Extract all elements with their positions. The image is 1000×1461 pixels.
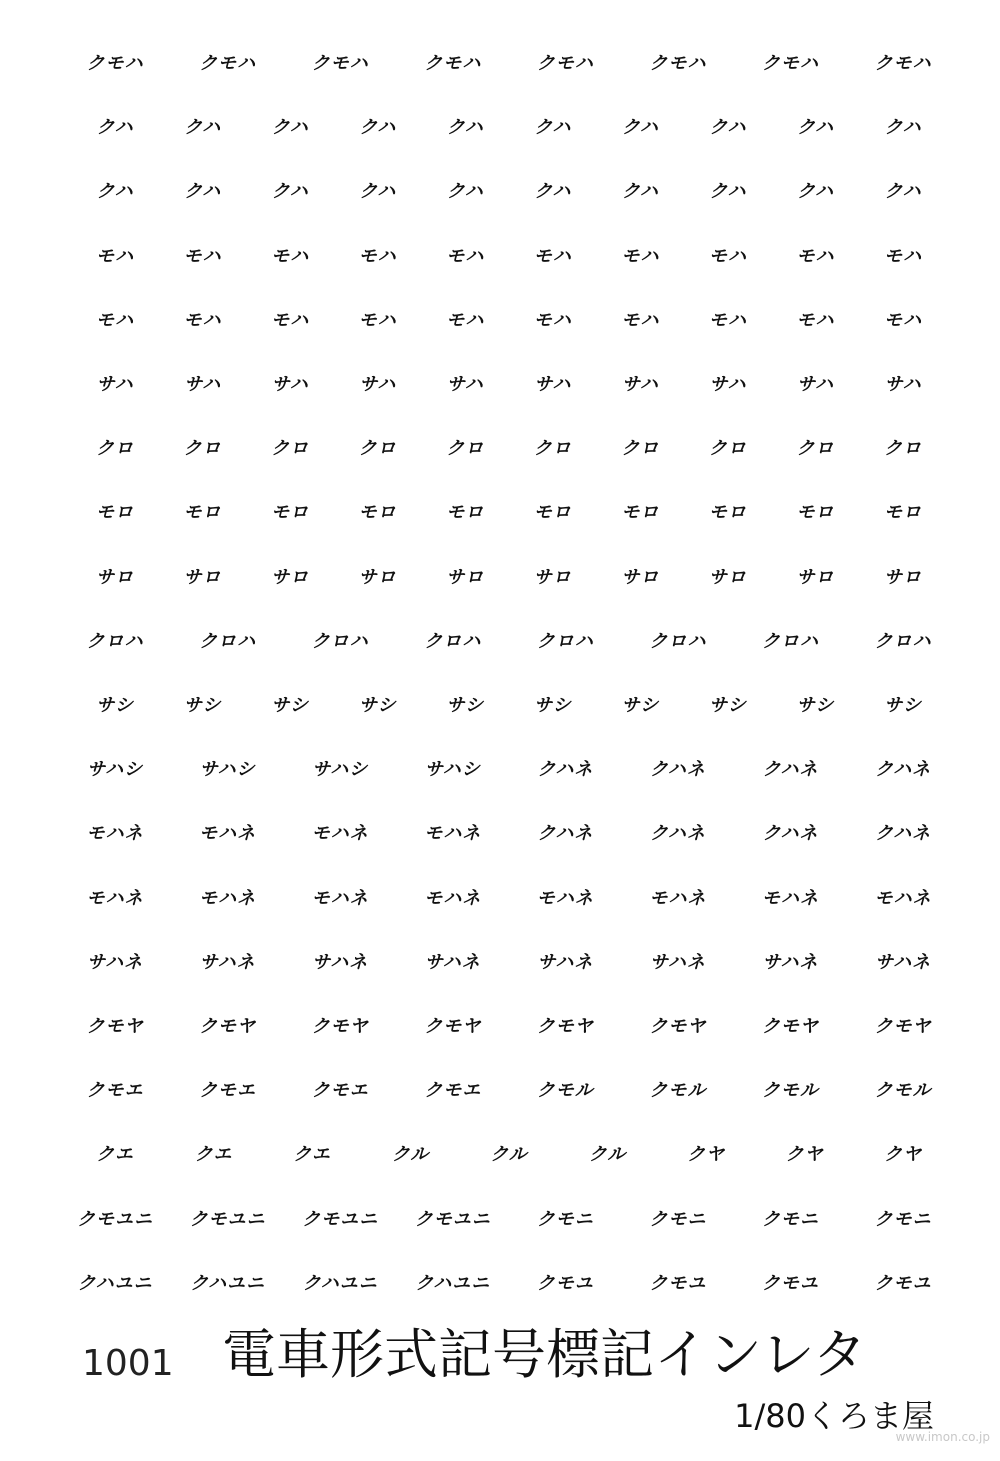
decal-mark: クハ: [621, 181, 659, 203]
decal-row: [60, 1073, 955, 1109]
decal-mark: クハ: [446, 181, 484, 203]
decal-mark: クモヤ: [311, 1016, 369, 1037]
decal-mark: クエ: [96, 1144, 134, 1166]
decal-mark: クロ: [446, 438, 485, 460]
decal-mark: モハ: [358, 309, 397, 331]
decal-mark: モハネ: [199, 887, 257, 909]
decal-mark: クハ: [796, 181, 834, 203]
decal-mark: サハネ: [199, 951, 256, 973]
decal-mark: クモユニ: [302, 1208, 379, 1230]
decal-mark: クモユ: [761, 1272, 819, 1294]
decal-mark: モロ: [796, 502, 835, 524]
decal-mark: クモハ: [761, 53, 819, 74]
decal-mark: サハネ: [762, 951, 819, 973]
decal-mark: サハネ: [312, 951, 369, 973]
decal-mark: クハ: [709, 117, 747, 139]
decal-mark: モハ: [183, 309, 222, 331]
decal-mark: クモユ: [874, 1272, 932, 1294]
decal-mark: クハネ: [762, 823, 819, 845]
decal-mark: クハユニ: [190, 1272, 266, 1294]
decal-mark: サハネ: [87, 951, 143, 973]
decal-row: [60, 945, 955, 981]
decal-mark: クモル: [761, 1080, 819, 1102]
decal-mark: モハ: [708, 309, 747, 331]
decal-mark: サロ: [533, 566, 572, 588]
decal-row: [60, 1202, 955, 1238]
decal-mark: クモハ: [311, 53, 369, 74]
decal-mark: サハネ: [424, 951, 481, 973]
decal-mark: クモル: [874, 1080, 932, 1102]
decal-mark: クハネ: [537, 823, 594, 845]
decal-mark: サロ: [446, 566, 485, 588]
decal-mark: サロ: [796, 566, 835, 588]
decal-mark: サハ: [534, 374, 572, 395]
decal-mark: サハ: [271, 374, 309, 395]
decal-mark: モロ: [884, 502, 922, 524]
decal-mark: クモヤ: [199, 1016, 257, 1037]
decal-mark: クモハ: [649, 53, 707, 74]
decal-mark: クモニ: [761, 1208, 819, 1230]
decal-mark: サシ: [709, 695, 747, 716]
decal-mark: クロハ: [649, 630, 707, 652]
decal-mark: クモヤ: [874, 1016, 932, 1037]
decal-mark: クエ: [194, 1144, 233, 1166]
decal-row: [60, 431, 955, 467]
decal-mark: クロハ: [536, 630, 594, 652]
decal-mark: クロ: [533, 438, 572, 460]
decal-mark: サロ: [621, 566, 660, 588]
decal-mark: モハ: [708, 245, 747, 267]
decal-mark: クロ: [96, 438, 134, 460]
decal-mark: クモユ: [649, 1272, 707, 1294]
decal-mark: モハ: [271, 245, 310, 267]
decal-mark: サハ: [359, 374, 397, 395]
decal-mark: サハネ: [537, 951, 594, 973]
decal-mark: モハネ: [199, 823, 257, 845]
decal-mark: サハ: [884, 374, 922, 395]
decal-mark: サハ: [446, 374, 484, 395]
decal-mark: モハ: [533, 309, 572, 331]
decal-mark: サハシ: [312, 759, 369, 781]
decal-mark: モハネ: [86, 887, 144, 909]
decal-mark: クハ: [534, 181, 572, 203]
decal-mark: モハ: [884, 309, 922, 331]
decal-mark: クハユニ: [302, 1272, 378, 1294]
catalog-number: 1001: [82, 1343, 174, 1384]
decal-mark: クモル: [649, 1080, 707, 1102]
decal-mark: サロ: [708, 566, 747, 588]
decal-mark: クル: [490, 1144, 528, 1166]
decal-mark: クロ: [708, 438, 747, 460]
decal-row: [60, 752, 955, 788]
decal-row: [60, 303, 955, 339]
decal-mark: サロ: [183, 566, 222, 588]
decal-mark: サシ: [621, 695, 660, 716]
decal-mark: クヤ: [884, 1144, 922, 1166]
decal-mark: モハネ: [761, 887, 819, 909]
decal-mark: クロ: [183, 438, 222, 460]
decal-mark: モハ: [96, 309, 134, 331]
decal-mark: モロ: [271, 502, 310, 524]
decal-mark: クモヤ: [424, 1016, 482, 1037]
decal-mark: クハ: [534, 117, 572, 139]
decal-row: [60, 1137, 955, 1173]
decal-mark: モロ: [621, 502, 660, 524]
decal-mark: モハ: [796, 245, 835, 267]
decal-mark: クロハ: [86, 630, 144, 652]
decal-mark: サロ: [96, 566, 134, 588]
decal-mark: サハ: [621, 374, 659, 395]
decal-mark: モハ: [446, 245, 485, 267]
decal-mark: サハネ: [649, 951, 706, 973]
decal-mark: モハ: [183, 245, 222, 267]
decal-row: [60, 46, 955, 82]
decal-mark: クモニ: [649, 1208, 707, 1230]
decal-mark: サハネ: [875, 951, 931, 973]
decal-row: [60, 560, 955, 596]
decal-mark: モハ: [358, 245, 397, 267]
decal-mark: サロ: [271, 566, 310, 588]
decal-mark: クハ: [184, 181, 222, 203]
decal-mark: サシ: [183, 695, 222, 716]
decal-mark: サシ: [96, 695, 134, 716]
decal-mark: クハ: [884, 117, 922, 139]
decal-mark: クモル: [536, 1080, 594, 1102]
decal-mark: サハ: [796, 374, 834, 395]
decal-mark: クハ: [709, 181, 747, 203]
decal-mark: クハ: [271, 117, 309, 139]
decal-mark: モロ: [183, 502, 222, 524]
product-title: 電車形式記号標記インレタ: [222, 1323, 867, 1386]
decal-mark: クロ: [271, 438, 310, 460]
decal-mark: モハネ: [424, 887, 482, 909]
decal-mark: クハネ: [875, 759, 931, 781]
decal-mark: クハ: [359, 181, 397, 203]
decal-mark: モハ: [796, 309, 835, 331]
decal-mark: モハネ: [311, 823, 369, 845]
decal-mark: モハ: [884, 245, 922, 267]
decal-mark: クロ: [884, 438, 922, 460]
decal-mark: クハ: [96, 181, 134, 203]
decal-row: [60, 367, 955, 403]
decal-mark: モハネ: [86, 823, 144, 845]
decal-mark: クハネ: [649, 823, 706, 845]
decal-mark: モハ: [621, 309, 660, 331]
decal-mark: サハ: [96, 374, 134, 395]
decal-row: [60, 495, 955, 531]
decal-mark: モロ: [533, 502, 572, 524]
decal-mark: クモハ: [86, 53, 144, 74]
decal-mark: クハネ: [875, 823, 931, 845]
decal-row: [60, 174, 955, 210]
decal-mark: クロ: [621, 438, 660, 460]
decal-mark: サシ: [271, 695, 309, 716]
decal-row: [60, 110, 955, 146]
decal-mark: サハシ: [199, 759, 256, 781]
decal-mark: クモハ: [874, 53, 932, 74]
decal-mark: モロ: [446, 502, 485, 524]
decal-mark: クロハ: [874, 630, 932, 652]
decal-mark: クエ: [293, 1144, 331, 1166]
decal-mark: モハ: [621, 245, 660, 267]
decal-mark: サシ: [446, 695, 485, 716]
decal-mark: モハ: [533, 245, 572, 267]
decal-mark: クロハ: [424, 630, 482, 652]
decal-mark: クモエ: [86, 1080, 144, 1102]
decal-mark: サロ: [358, 566, 397, 588]
decal-row: [60, 624, 955, 660]
decal-mark: サハシ: [87, 759, 143, 781]
decal-mark: クハ: [446, 117, 484, 139]
decal-row: [60, 881, 955, 917]
decal-row: [60, 816, 955, 852]
decal-mark: クロ: [796, 438, 835, 460]
decal-mark: モハネ: [536, 887, 594, 909]
decal-mark: クモユニ: [77, 1208, 153, 1230]
decal-mark: クハ: [184, 117, 222, 139]
decal-mark: クヤ: [687, 1144, 725, 1166]
decal-mark: サシ: [533, 695, 572, 716]
decal-mark: クモヤ: [536, 1016, 594, 1037]
decal-mark: サロ: [884, 566, 922, 588]
decal-mark: クモヤ: [761, 1016, 819, 1037]
decal-mark: クハ: [271, 181, 309, 203]
decal-mark: クモヤ: [649, 1016, 707, 1037]
decal-mark: クル: [391, 1144, 430, 1166]
decal-mark: サシ: [796, 695, 835, 716]
decal-mark: サハ: [184, 374, 222, 395]
decal-mark: クハネ: [537, 759, 594, 781]
decal-mark: クハユニ: [77, 1272, 153, 1294]
decal-mark: モハネ: [874, 887, 932, 909]
decal-row: [60, 239, 955, 275]
decal-row: [60, 1009, 955, 1045]
decal-mark: クロハ: [311, 630, 369, 652]
decal-row: [60, 688, 955, 724]
decal-mark: クモヤ: [86, 1016, 144, 1037]
decal-mark: クモエ: [199, 1080, 257, 1102]
decal-mark: クモエ: [424, 1080, 482, 1102]
decal-mark: クヤ: [785, 1144, 824, 1166]
decal-row: [60, 1266, 955, 1302]
decal-mark: モハ: [96, 245, 134, 267]
decal-mark: クハ: [796, 117, 834, 139]
decal-mark: クロハ: [199, 630, 257, 652]
decal-mark: サハ: [709, 374, 747, 395]
decal-mark: モハ: [446, 309, 485, 331]
decal-mark: クハネ: [762, 759, 819, 781]
decal-mark: クモニ: [874, 1208, 932, 1230]
decal-mark: モロ: [708, 502, 747, 524]
decal-mark: クモユニ: [189, 1208, 266, 1230]
decal-mark: サシ: [884, 695, 922, 716]
decal-mark: クモユニ: [414, 1208, 491, 1230]
decal-mark: モハネ: [311, 887, 369, 909]
decal-mark: モロ: [96, 502, 134, 524]
decal-mark: クハネ: [649, 759, 706, 781]
watermark: www.imon.co.jp: [895, 1430, 990, 1444]
scale-and-maker: 1/80くろま屋: [734, 1397, 934, 1435]
decal-mark: クル: [588, 1144, 627, 1166]
decal-mark: クモハ: [199, 53, 257, 74]
decal-mark: クハ: [96, 117, 134, 139]
decal-mark: クモユ: [536, 1272, 594, 1294]
decal-mark: サハシ: [424, 759, 481, 781]
decal-mark: クモハ: [424, 53, 482, 74]
decal-mark: モハネ: [649, 887, 707, 909]
decal-mark: モハネ: [424, 823, 482, 845]
decal-mark: モロ: [358, 502, 397, 524]
decal-mark: クハ: [884, 181, 922, 203]
decal-mark: クハユニ: [415, 1272, 491, 1294]
decal-mark: サシ: [358, 695, 397, 716]
decal-mark: クロ: [358, 438, 397, 460]
decal-mark: クロハ: [761, 630, 819, 652]
decal-mark: クモニ: [536, 1208, 594, 1230]
decal-mark: クハ: [359, 117, 397, 139]
decal-mark: モハ: [271, 309, 310, 331]
decal-mark: クハ: [621, 117, 659, 139]
decal-mark: クモハ: [536, 53, 594, 74]
decal-mark: クモエ: [311, 1080, 369, 1102]
